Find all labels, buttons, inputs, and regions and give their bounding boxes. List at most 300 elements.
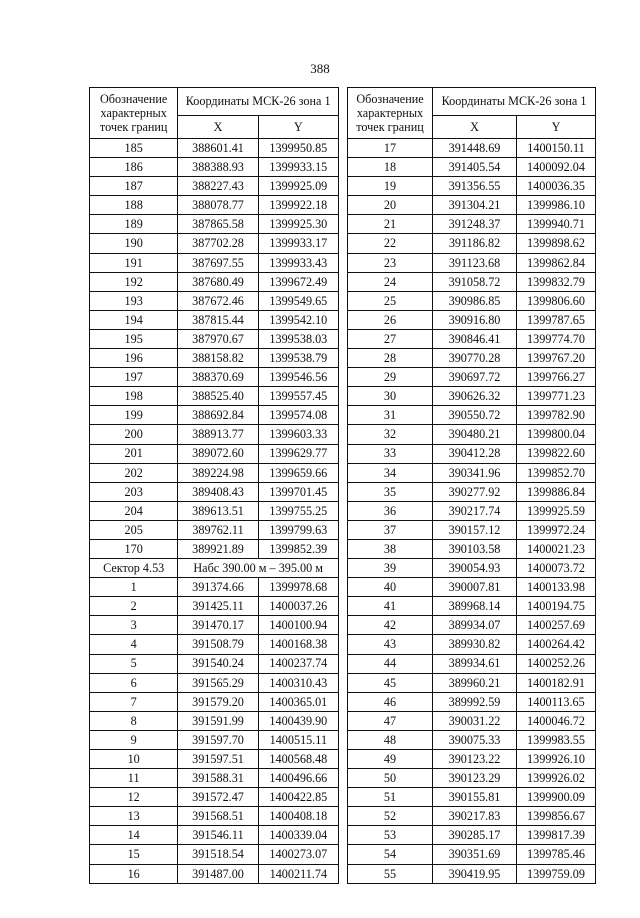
point-designation-cell: 40 — [348, 578, 433, 597]
y-coordinate-cell: 1400264.42 — [517, 635, 596, 654]
x-coordinate-cell: 388158.82 — [178, 349, 258, 368]
table-row — [90, 387, 339, 406]
x-coordinate-cell: 390285.17 — [433, 826, 517, 845]
x-coordinate-cell: 391568.51 — [178, 807, 258, 826]
coords-system-header: Координаты МСК-26 зона 1 — [433, 88, 596, 116]
table-row — [348, 387, 596, 406]
y-coordinate-cell: 1400100.94 — [258, 616, 338, 635]
x-coordinate-cell: 389934.07 — [433, 616, 517, 635]
x-coordinate-cell: 390155.81 — [433, 788, 517, 807]
table-row — [348, 730, 596, 749]
x-coordinate-cell: 390412.28 — [433, 444, 517, 463]
table-row — [348, 692, 596, 711]
y-coordinate-cell: 1399759.09 — [517, 864, 596, 883]
point-designation-cell: 54 — [348, 845, 433, 864]
table-row — [90, 272, 339, 291]
table-row — [90, 692, 339, 711]
table-row — [90, 158, 339, 177]
point-designation-cell: 1 — [90, 578, 178, 597]
y-coordinate-cell: 1399538.79 — [258, 349, 338, 368]
point-designation-cell: 49 — [348, 750, 433, 769]
x-coordinate-cell: 388370.69 — [178, 368, 258, 387]
y-coordinate-cell: 1399787.65 — [517, 310, 596, 329]
x-coordinate-cell: 391540.24 — [178, 654, 258, 673]
point-designation-cell: 4 — [90, 635, 178, 654]
y-coordinate-cell: 1400515.11 — [258, 730, 338, 749]
y-coordinate-cell: 1399862.84 — [517, 253, 596, 272]
x-coordinate-cell: 387680.49 — [178, 272, 258, 291]
y-coordinate-cell: 1399933.17 — [258, 234, 338, 253]
point-designation-cell: 23 — [348, 253, 433, 272]
y-coordinate-cell: 1399629.77 — [258, 444, 338, 463]
x-coordinate-cell: 387815.44 — [178, 310, 258, 329]
point-designation-cell: 200 — [90, 425, 178, 444]
y-coordinate-cell: 1399852.39 — [258, 539, 338, 558]
point-designation-cell: 13 — [90, 807, 178, 826]
x-coordinate-cell: 390550.72 — [433, 406, 517, 425]
x-coordinate-cell: 390123.22 — [433, 750, 517, 769]
point-designation-cell: 17 — [348, 139, 433, 158]
x-coordinate-cell: 390697.72 — [433, 368, 517, 387]
point-designation-cell: 45 — [348, 673, 433, 692]
x-coordinate-cell: 391518.54 — [178, 845, 258, 864]
table-row — [348, 635, 596, 654]
table-row — [90, 673, 339, 692]
y-coordinate-cell: 1399549.65 — [258, 291, 338, 310]
y-coordinate-cell: 1399926.10 — [517, 750, 596, 769]
table-row — [348, 310, 596, 329]
x-coordinate-cell: 390351.69 — [433, 845, 517, 864]
x-coordinate-cell: 387672.46 — [178, 291, 258, 310]
y-coordinate-cell: 1400092.04 — [517, 158, 596, 177]
point-designation-cell: 203 — [90, 482, 178, 501]
y-coordinate-cell: 1400257.69 — [517, 616, 596, 635]
table-row — [348, 368, 596, 387]
point-designation-cell: 43 — [348, 635, 433, 654]
x-coordinate-cell: 389408.43 — [178, 482, 258, 501]
table-row — [348, 845, 596, 864]
table-row — [90, 501, 339, 520]
y-coordinate-cell: 1399822.60 — [517, 444, 596, 463]
table-row — [90, 310, 339, 329]
x-coordinate-cell: 390986.85 — [433, 291, 517, 310]
y-coordinate-cell: 1399926.02 — [517, 769, 596, 788]
point-designation-cell: 32 — [348, 425, 433, 444]
point-designation-cell: 16 — [90, 864, 178, 883]
x-coordinate-cell: 389613.51 — [178, 501, 258, 520]
x-coordinate-cell: 390217.74 — [433, 501, 517, 520]
y-coordinate-cell: 1399771.23 — [517, 387, 596, 406]
table-row — [348, 177, 596, 196]
point-designation-cell: 191 — [90, 253, 178, 272]
point-designation-cell: 29 — [348, 368, 433, 387]
y-coordinate-cell: 1399925.30 — [258, 215, 338, 234]
x-coordinate-cell: 391487.00 — [178, 864, 258, 883]
point-designation-cell: 48 — [348, 730, 433, 749]
point-designation-cell: 14 — [90, 826, 178, 845]
table-row — [348, 158, 596, 177]
y-coordinate-cell: 1400339.04 — [258, 826, 338, 845]
y-coordinate-cell: 1399856.67 — [517, 807, 596, 826]
y-coordinate-cell: 1400073.72 — [517, 559, 596, 578]
x-coordinate-cell: 388078.77 — [178, 196, 258, 215]
table-row — [90, 406, 339, 425]
coordinates-table-left — [89, 87, 339, 884]
point-designation-cell: 21 — [348, 215, 433, 234]
point-designation-cell: 38 — [348, 539, 433, 558]
table-row — [348, 444, 596, 463]
point-designation-cell: 189 — [90, 215, 178, 234]
table-row — [90, 769, 339, 788]
x-coordinate-cell: 391448.69 — [433, 139, 517, 158]
x-coordinate-cell: 390480.21 — [433, 425, 517, 444]
table-row — [90, 234, 339, 253]
y-coordinate-cell: 1400036.35 — [517, 177, 596, 196]
table-row — [90, 482, 339, 501]
table-row — [348, 864, 596, 883]
coordinates-table-right — [347, 87, 596, 884]
table-row — [90, 654, 339, 673]
y-coordinate-cell: 1399767.20 — [517, 349, 596, 368]
y-coordinate-cell: 1399950.85 — [258, 139, 338, 158]
table-row — [348, 539, 596, 558]
point-designation-cell: 3 — [90, 616, 178, 635]
point-designation-cell: 12 — [90, 788, 178, 807]
x-coordinate-cell: 391572.47 — [178, 788, 258, 807]
point-designation-cell: 170 — [90, 539, 178, 558]
x-column-header: X — [178, 116, 258, 139]
point-designation-cell: 193 — [90, 291, 178, 310]
table-row — [90, 788, 339, 807]
point-designation-cell: 198 — [90, 387, 178, 406]
y-coordinate-cell: 1399978.68 — [258, 578, 338, 597]
x-coordinate-cell: 390103.58 — [433, 539, 517, 558]
y-coordinate-cell: 1400150.11 — [517, 139, 596, 158]
x-coordinate-cell: 388525.40 — [178, 387, 258, 406]
y-coordinate-cell: 1400310.43 — [258, 673, 338, 692]
x-coordinate-cell: 389934.61 — [433, 654, 517, 673]
x-column-header: X — [433, 116, 517, 139]
y-coordinate-cell: 1399940.71 — [517, 215, 596, 234]
y-coordinate-cell: 1400168.38 — [258, 635, 338, 654]
table-row — [90, 826, 339, 845]
point-designation-cell: 199 — [90, 406, 178, 425]
table-row — [348, 711, 596, 730]
y-coordinate-cell: 1399886.84 — [517, 482, 596, 501]
x-coordinate-cell: 387970.67 — [178, 329, 258, 348]
y-coordinate-cell: 1399659.66 — [258, 463, 338, 482]
y-coordinate-cell: 1399806.60 — [517, 291, 596, 310]
table-row — [348, 291, 596, 310]
point-designation-cell: 197 — [90, 368, 178, 387]
point-designation-cell: 31 — [348, 406, 433, 425]
y-coordinate-cell: 1399898.62 — [517, 234, 596, 253]
y-coordinate-cell: 1399933.15 — [258, 158, 338, 177]
point-designation-cell: 185 — [90, 139, 178, 158]
table-row — [348, 482, 596, 501]
table-row — [90, 139, 339, 158]
elevation-range-cell: Набс 390.00 м – 395.00 м — [178, 559, 339, 578]
x-coordinate-cell: 391405.54 — [433, 158, 517, 177]
x-coordinate-cell: 391248.37 — [433, 215, 517, 234]
point-designation-cell: 195 — [90, 329, 178, 348]
y-coordinate-cell: 1400496.66 — [258, 769, 338, 788]
point-designation-cell: 33 — [348, 444, 433, 463]
table-row — [90, 539, 339, 558]
y-coordinate-cell: 1400021.23 — [517, 539, 596, 558]
x-coordinate-cell: 390277.92 — [433, 482, 517, 501]
point-designation-cell: 194 — [90, 310, 178, 329]
x-coordinate-cell: 391591.99 — [178, 711, 258, 730]
table-row — [90, 750, 339, 769]
point-designation-cell: 188 — [90, 196, 178, 215]
table-row — [348, 826, 596, 845]
y-coordinate-cell: 1400273.07 — [258, 845, 338, 864]
x-coordinate-cell: 389992.59 — [433, 692, 517, 711]
table-row — [90, 368, 339, 387]
y-coordinate-cell: 1399546.56 — [258, 368, 338, 387]
point-designation-cell: 51 — [348, 788, 433, 807]
x-coordinate-cell: 391597.51 — [178, 750, 258, 769]
x-coordinate-cell: 389072.60 — [178, 444, 258, 463]
table-row — [90, 807, 339, 826]
y-coordinate-cell: 1400133.98 — [517, 578, 596, 597]
point-designation-cell: 42 — [348, 616, 433, 635]
point-designation-cell: 27 — [348, 329, 433, 348]
y-coordinate-cell: 1400568.48 — [258, 750, 338, 769]
x-coordinate-cell: 391425.11 — [178, 597, 258, 616]
x-coordinate-cell: 390626.32 — [433, 387, 517, 406]
point-designation-cell: 24 — [348, 272, 433, 291]
designation-header: Обозначение характерных точек границ — [90, 88, 178, 139]
table-row — [348, 616, 596, 635]
x-coordinate-cell: 391565.29 — [178, 673, 258, 692]
y-coordinate-cell: 1399925.09 — [258, 177, 338, 196]
x-coordinate-cell: 390341.96 — [433, 463, 517, 482]
table-row — [348, 673, 596, 692]
table-row — [90, 864, 339, 883]
y-coordinate-cell: 1400365.01 — [258, 692, 338, 711]
x-coordinate-cell: 387697.55 — [178, 253, 258, 272]
x-coordinate-cell: 391186.82 — [433, 234, 517, 253]
y-coordinate-cell: 1400439.90 — [258, 711, 338, 730]
y-coordinate-cell: 1399542.10 — [258, 310, 338, 329]
point-designation-cell: 35 — [348, 482, 433, 501]
point-designation-cell: 196 — [90, 349, 178, 368]
left-table-body — [90, 139, 339, 884]
x-coordinate-cell: 388913.77 — [178, 425, 258, 444]
x-coordinate-cell: 390846.41 — [433, 329, 517, 348]
x-coordinate-cell: 387865.58 — [178, 215, 258, 234]
x-coordinate-cell: 391470.17 — [178, 616, 258, 635]
x-coordinate-cell: 390217.83 — [433, 807, 517, 826]
y-column-header: Y — [517, 116, 596, 139]
x-coordinate-cell: 391579.20 — [178, 692, 258, 711]
table-row — [90, 329, 339, 348]
point-designation-cell: 201 — [90, 444, 178, 463]
y-coordinate-cell: 1399933.43 — [258, 253, 338, 272]
point-designation-cell: 6 — [90, 673, 178, 692]
table-row — [348, 406, 596, 425]
x-coordinate-cell: 390031.22 — [433, 711, 517, 730]
point-designation-cell: 30 — [348, 387, 433, 406]
point-designation-cell: 50 — [348, 769, 433, 788]
y-coordinate-cell: 1399672.49 — [258, 272, 338, 291]
table-row — [348, 139, 596, 158]
y-coordinate-cell: 1399922.18 — [258, 196, 338, 215]
x-coordinate-cell: 389960.21 — [433, 673, 517, 692]
y-coordinate-cell: 1399701.45 — [258, 482, 338, 501]
y-coordinate-cell: 1399557.45 — [258, 387, 338, 406]
y-coordinate-cell: 1399925.59 — [517, 501, 596, 520]
x-coordinate-cell: 391304.21 — [433, 196, 517, 215]
coords-system-header: Координаты МСК-26 зона 1 — [178, 88, 339, 116]
table-row — [348, 788, 596, 807]
point-designation-cell: 10 — [90, 750, 178, 769]
table-row — [90, 597, 339, 616]
table-row — [348, 196, 596, 215]
y-coordinate-cell: 1399817.39 — [517, 826, 596, 845]
table-row — [348, 272, 596, 291]
table-row — [348, 234, 596, 253]
table-row — [90, 349, 339, 368]
point-designation-cell: 26 — [348, 310, 433, 329]
designation-header: Обозначение характерных точек границ — [348, 88, 433, 139]
table-row — [90, 177, 339, 196]
y-coordinate-cell: 1399538.03 — [258, 329, 338, 348]
x-coordinate-cell: 390157.12 — [433, 520, 517, 539]
point-designation-cell: 25 — [348, 291, 433, 310]
x-coordinate-cell: 390054.93 — [433, 559, 517, 578]
x-coordinate-cell: 389224.98 — [178, 463, 258, 482]
point-designation-cell: 202 — [90, 463, 178, 482]
x-coordinate-cell: 387702.28 — [178, 234, 258, 253]
table-row — [90, 425, 339, 444]
y-coordinate-cell: 1399782.90 — [517, 406, 596, 425]
point-designation-cell: 190 — [90, 234, 178, 253]
table-row — [90, 215, 339, 234]
table-row — [348, 349, 596, 368]
x-coordinate-cell: 390075.33 — [433, 730, 517, 749]
x-coordinate-cell: 391123.68 — [433, 253, 517, 272]
y-coordinate-cell: 1399983.55 — [517, 730, 596, 749]
table-row — [90, 291, 339, 310]
y-coordinate-cell: 1399766.27 — [517, 368, 596, 387]
table-row — [90, 845, 339, 864]
table-row — [348, 769, 596, 788]
y-coordinate-cell: 1399800.04 — [517, 425, 596, 444]
y-coordinate-cell: 1400211.74 — [258, 864, 338, 883]
x-coordinate-cell: 390770.28 — [433, 349, 517, 368]
x-coordinate-cell: 391374.66 — [178, 578, 258, 597]
table-row — [348, 807, 596, 826]
table-row — [348, 463, 596, 482]
y-coordinate-cell: 1400046.72 — [517, 711, 596, 730]
table-row — [348, 750, 596, 769]
point-designation-cell: 192 — [90, 272, 178, 291]
y-coordinate-cell: 1399832.79 — [517, 272, 596, 291]
y-coordinate-cell: 1399900.09 — [517, 788, 596, 807]
x-coordinate-cell: 388227.43 — [178, 177, 258, 196]
y-coordinate-cell: 1400237.74 — [258, 654, 338, 673]
y-coordinate-cell: 1400037.26 — [258, 597, 338, 616]
y-coordinate-cell: 1399852.70 — [517, 463, 596, 482]
y-coordinate-cell: 1399986.10 — [517, 196, 596, 215]
point-designation-cell: 52 — [348, 807, 433, 826]
table-row — [90, 444, 339, 463]
point-designation-cell: 46 — [348, 692, 433, 711]
point-designation-cell: 19 — [348, 177, 433, 196]
table-row — [90, 559, 339, 578]
point-designation-cell: 18 — [348, 158, 433, 177]
table-row — [348, 654, 596, 673]
y-coordinate-cell: 1400182.91 — [517, 673, 596, 692]
point-designation-cell: 5 — [90, 654, 178, 673]
y-coordinate-cell: 1399774.70 — [517, 329, 596, 348]
point-designation-cell: 11 — [90, 769, 178, 788]
point-designation-cell: 41 — [348, 597, 433, 616]
x-coordinate-cell: 390123.29 — [433, 769, 517, 788]
table-row — [90, 520, 339, 539]
point-designation-cell: 15 — [90, 845, 178, 864]
x-coordinate-cell: 391588.31 — [178, 769, 258, 788]
x-coordinate-cell: 391356.55 — [433, 177, 517, 196]
table-row — [90, 578, 339, 597]
y-coordinate-cell: 1400408.18 — [258, 807, 338, 826]
table-row — [348, 578, 596, 597]
point-designation-cell: 20 — [348, 196, 433, 215]
x-coordinate-cell: 389762.11 — [178, 520, 258, 539]
x-coordinate-cell: 388601.41 — [178, 139, 258, 158]
y-coordinate-cell: 1400194.75 — [517, 597, 596, 616]
y-column-header: Y — [258, 116, 338, 139]
x-coordinate-cell: 389968.14 — [433, 597, 517, 616]
point-designation-cell: 34 — [348, 463, 433, 482]
table-row — [348, 597, 596, 616]
table-row — [90, 253, 339, 272]
table-row — [90, 711, 339, 730]
point-designation-cell: 44 — [348, 654, 433, 673]
x-coordinate-cell: 389930.82 — [433, 635, 517, 654]
point-designation-cell: 37 — [348, 520, 433, 539]
table-row — [348, 425, 596, 444]
point-designation-cell: 205 — [90, 520, 178, 539]
point-designation-cell: 53 — [348, 826, 433, 845]
table-row — [90, 196, 339, 215]
table-row — [348, 215, 596, 234]
table-row — [90, 635, 339, 654]
point-designation-cell: 186 — [90, 158, 178, 177]
y-coordinate-cell: 1399785.46 — [517, 845, 596, 864]
point-designation-cell: 204 — [90, 501, 178, 520]
x-coordinate-cell: 391546.11 — [178, 826, 258, 845]
table-row — [348, 253, 596, 272]
x-coordinate-cell: 391597.70 — [178, 730, 258, 749]
point-designation-cell: 2 — [90, 597, 178, 616]
table-row — [90, 616, 339, 635]
x-coordinate-cell: 388692.84 — [178, 406, 258, 425]
point-designation-cell: 8 — [90, 711, 178, 730]
table-row — [90, 730, 339, 749]
table-row — [348, 520, 596, 539]
x-coordinate-cell: 390916.80 — [433, 310, 517, 329]
x-coordinate-cell: 390007.81 — [433, 578, 517, 597]
x-coordinate-cell: 389921.89 — [178, 539, 258, 558]
y-coordinate-cell: 1399972.24 — [517, 520, 596, 539]
point-designation-cell: 39 — [348, 559, 433, 578]
table-row — [90, 463, 339, 482]
y-coordinate-cell: 1399755.25 — [258, 501, 338, 520]
